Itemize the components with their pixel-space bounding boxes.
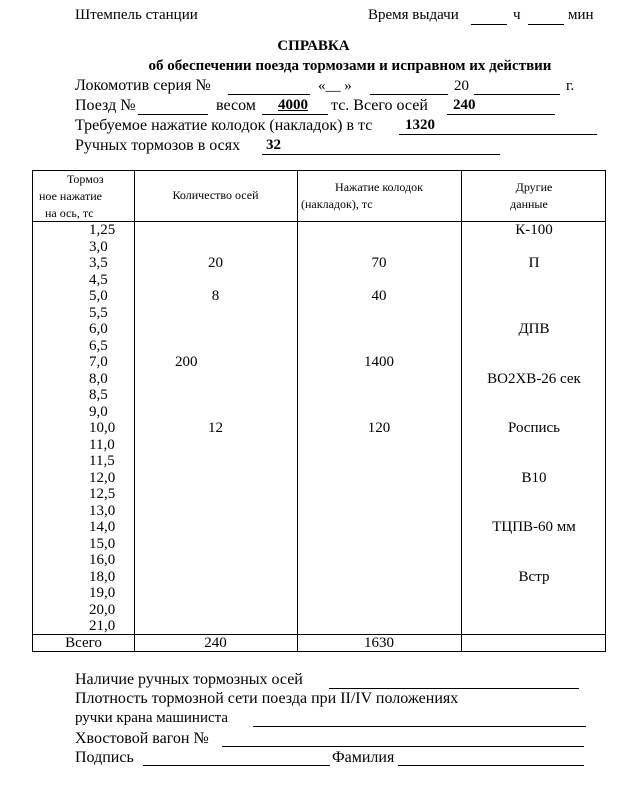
pressure-cell: 5,0 [89, 288, 108, 304]
loco-series-field[interactable] [228, 94, 310, 95]
header-other-data: Другие данные [510, 180, 553, 211]
pressure-cell: 18,0 [89, 568, 116, 585]
hours-field[interactable] [471, 24, 507, 25]
pressing-value[interactable]: 1320 [405, 117, 435, 133]
other-data-cell: В10 [521, 469, 547, 486]
weight-unit-axles-label: тс. Всего осей [331, 97, 428, 114]
pressure-cell: 11,5 [89, 453, 115, 469]
pressure-cell: 8,5 [89, 387, 108, 403]
document-title: СПРАВКА [277, 38, 350, 54]
pressure-cell: 14,0 [89, 519, 116, 535]
header-axle-count: Количество осей [172, 188, 259, 202]
pressure-cell: 3,5 [89, 255, 108, 271]
tail-wagon-field[interactable] [222, 746, 584, 747]
pressure-cell: 1,25 [89, 222, 116, 238]
signature-label: Подпись [75, 749, 134, 766]
document-subtitle: об обеспечении поезда тормозами и исправном их действии [148, 58, 552, 74]
table-col-divider [297, 171, 298, 651]
pressure-cell: 9,0 [89, 403, 108, 420]
pressure-cell: 12,5 [89, 486, 116, 502]
pressure-cell: 13,0 [89, 502, 116, 519]
pressure-cell: 8,0 [89, 370, 108, 387]
brake-table [32, 170, 606, 652]
pressure-cell: 12,0 [89, 469, 116, 486]
pressure-cell: 5,5 [89, 304, 108, 321]
axles-value[interactable]: 240 [453, 97, 476, 113]
pressure-cell: 20,0 [89, 601, 116, 618]
manual-brakes-label: Ручных тормозов в осях [75, 137, 241, 154]
pressure-cell: 4,5 [89, 271, 108, 288]
pads-cell: 1400 [364, 354, 394, 370]
issue-time-label: Время выдачи [368, 7, 459, 23]
pressing-underline [399, 134, 597, 135]
other-data-cell: ТЦПВ-60 мм [492, 519, 576, 535]
other-data-cell: П [528, 255, 540, 271]
pressure-cell: 19,0 [89, 585, 116, 601]
loco-label: Локомотив серия № [75, 77, 211, 94]
surname-field[interactable] [398, 765, 584, 766]
other-data-cell: ВО2ХВ-26 сек [487, 370, 581, 387]
date-day-field[interactable]: «__ » [318, 78, 352, 94]
year-prefix: 20 [454, 78, 469, 94]
year-field[interactable] [474, 94, 560, 95]
manual-brakes-value[interactable]: 32 [266, 137, 281, 153]
density-field[interactable] [253, 726, 586, 727]
station-stamp-label: Штемпель станции [75, 7, 198, 23]
table-col-divider [134, 171, 135, 651]
hours-unit: ч [513, 7, 521, 23]
axles-cell: 12 [208, 420, 223, 436]
pressure-cell: 11,0 [89, 436, 115, 453]
pressure-cell: 21,0 [89, 618, 116, 634]
signature-field[interactable] [143, 765, 330, 766]
weight-value[interactable]: 4000 [278, 97, 308, 113]
axles-cell: 20 [208, 255, 223, 271]
total-label: Всего [65, 635, 102, 651]
other-data-cell: ДПВ [518, 321, 550, 337]
weight-label: весом [216, 97, 256, 114]
surname-label: Фамилия [332, 749, 395, 766]
header-brake-pressure: Тормоз ное нажатие на ось, тс [39, 172, 104, 220]
year-suffix: г. [566, 78, 575, 94]
manual-axles-label: Наличие ручных тормозных осей [75, 671, 303, 688]
tail-wagon-label: Хвостовой вагон № [75, 730, 209, 747]
pressure-cell: 15,0 [89, 535, 116, 552]
pads-cell: 40 [371, 288, 387, 304]
axles-cell: 8 [211, 288, 220, 304]
date-month-field[interactable] [370, 94, 448, 95]
weight-underline [262, 114, 328, 115]
train-label: Поезд № [75, 97, 136, 114]
axles-underline [447, 114, 555, 115]
header-pad-pressing: Нажатие колодок (накладок), тс [301, 180, 423, 211]
other-data-cell: Встр [518, 568, 550, 585]
minutes-unit: мин [568, 7, 594, 23]
pressure-cell: 6,0 [89, 321, 108, 337]
train-number-field[interactable] [138, 114, 208, 115]
pressure-cell: 16,0 [89, 552, 116, 568]
pads-cell: 70 [371, 255, 387, 271]
pressure-cell: 6,5 [89, 337, 108, 354]
total-pads: 1630 [364, 635, 394, 651]
total-axles: 240 [204, 635, 227, 651]
manual-axles-field[interactable] [329, 688, 579, 689]
density-label-line1: Плотность тормозной сети поезда при II/IV положениях [75, 690, 459, 707]
other-data-cell: Роспись [507, 420, 561, 436]
pressure-cell: 10,0 [89, 420, 116, 436]
minutes-field[interactable] [528, 24, 564, 25]
pressing-label: Требуемое нажатие колодок (накладок) в тс [75, 117, 373, 134]
axles-total-side: 200 [175, 354, 198, 370]
manual-brakes-underline [262, 154, 500, 155]
other-data-cell: К-100 [515, 222, 553, 238]
density-label-line2: ручки крана машиниста [75, 710, 229, 726]
pads-cell: 120 [367, 420, 391, 436]
pressure-cell: 7,0 [89, 354, 108, 370]
pressure-cell: 3,0 [89, 238, 108, 255]
